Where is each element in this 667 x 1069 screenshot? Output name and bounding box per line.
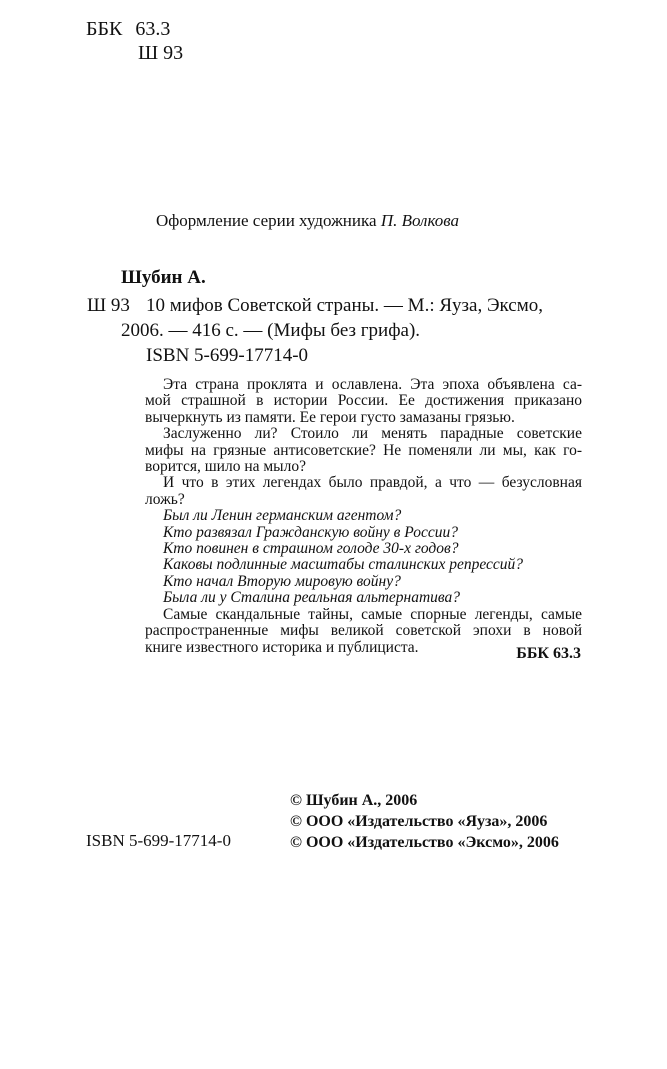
- annotation-line: распространенные мифы великой советской эпохи в новой: [145, 622, 582, 640]
- question-line: Кто повинен в страшном голоде 30-х годов?: [163, 540, 459, 558]
- annotation-line: ложь?: [145, 490, 185, 508]
- author-heading: Шубин А.: [121, 267, 206, 288]
- annotation-line: вычеркнуть из памяти. Ее герои густо замазаны грязью.: [145, 408, 515, 426]
- bbk-bottom: ББК 63.3: [516, 645, 581, 662]
- annotation-line: книге известного историка и публициста.: [145, 638, 419, 656]
- series-credit-prefix: Оформление серии художника: [156, 211, 377, 230]
- annotation-line: Эта страна проклята и ославлена. Эта эпоха объявлена са-: [163, 376, 582, 393]
- catalog-title-line-1: 10 мифов Советской страны. — М.: Яуза, Эксмо,: [146, 295, 543, 316]
- bbk-author-mark: Ш 93: [138, 42, 184, 64]
- question-line: Кто начал Вторую мировую войну?: [163, 572, 401, 590]
- bbk-number: 63.3: [135, 18, 171, 40]
- annotation-line: мифы на грязные антисоветские? Не поменяли ли мы, как го-: [145, 441, 582, 459]
- isbn-bottom: ISBN 5-699-17714-0: [86, 831, 231, 850]
- catalog-isbn: ISBN 5-699-17714-0: [146, 345, 309, 366]
- question-line: Кто развязал Гражданскую войну в России?: [163, 523, 458, 541]
- annotation-line: Заслуженно ли? Стоило ли менять парадные советские: [163, 425, 582, 443]
- copyright-author: © Шубин А., 2006: [290, 792, 418, 809]
- annotation-line: И что в этих легендах было правдой, а что — безусловная: [163, 474, 582, 492]
- question-line: Каковы подлинные масштабы сталинских репрессий?: [163, 556, 524, 574]
- series-credit: [156, 211, 459, 231]
- copyright-eksmo: © ООО «Издательство «Эксмо», 2006: [290, 834, 559, 851]
- bbk-code: [86, 18, 170, 40]
- annotation-line: мой страшной в истории России. Ее достижения приказано: [145, 392, 582, 410]
- question-line: Была ли у Сталина реальная альтернатива?: [163, 589, 461, 607]
- bbk-label: ББК: [86, 18, 123, 40]
- annotation-line: ворится, шило на мыло?: [145, 458, 306, 476]
- annotation: [145, 377, 582, 656]
- catalog-title-line-2: 2006. — 416 с. — (Мифы без грифа).: [121, 320, 421, 341]
- copyright-yauza: © ООО «Издательство «Яуза», 2006: [290, 813, 548, 830]
- catalog-author-mark: Ш 93: [87, 295, 130, 316]
- annotation-line: Самые скандальные тайны, самые спорные легенды, самые: [163, 605, 582, 623]
- series-credit-artist: П. Волкова: [380, 211, 460, 230]
- question-line: Был ли Ленин германским агентом?: [163, 507, 402, 525]
